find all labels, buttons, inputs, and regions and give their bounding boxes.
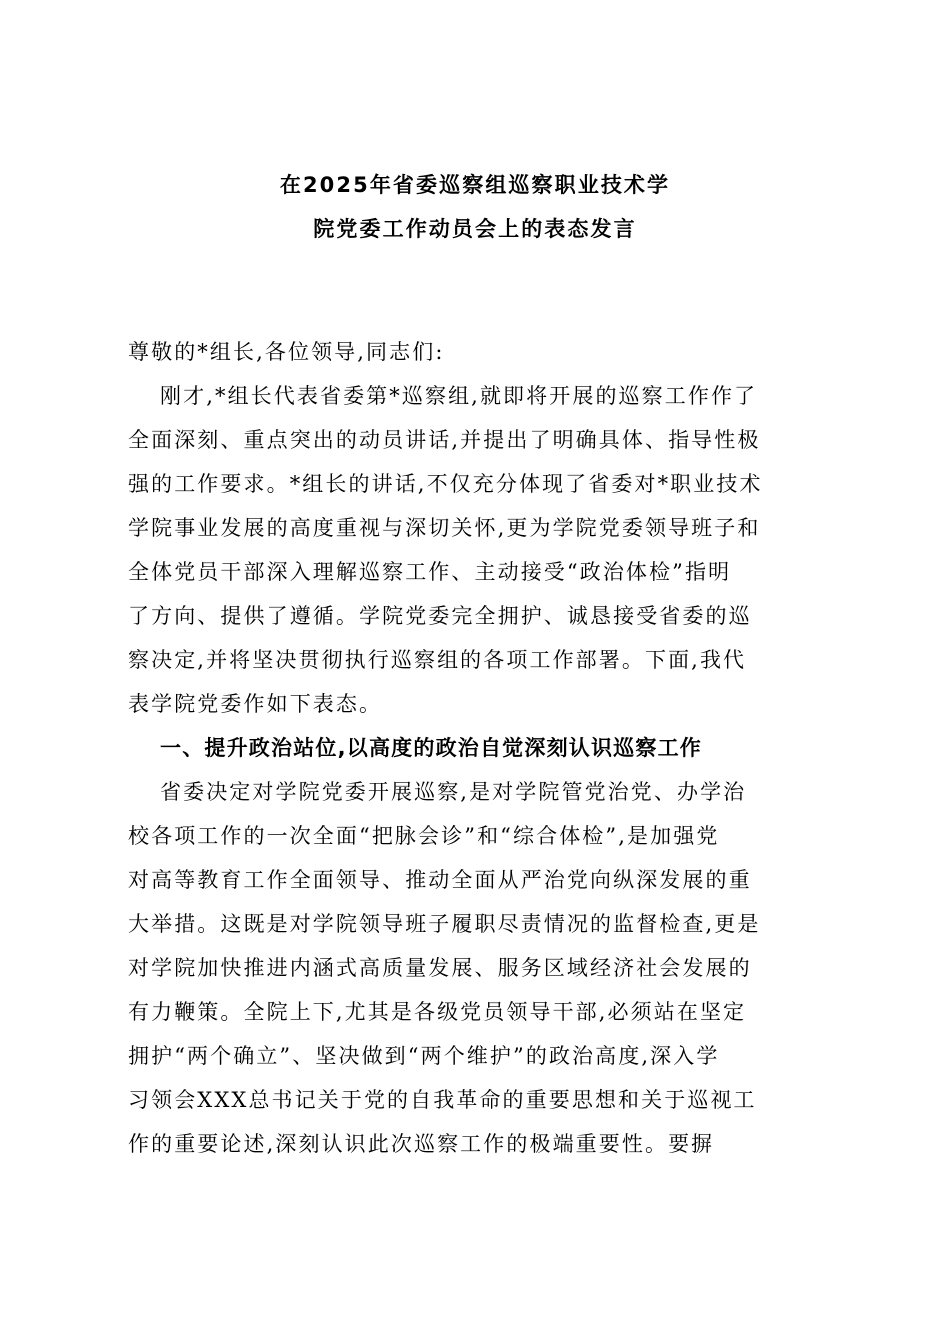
paragraph-line: 对学院加快推进内涵式高质量发展、服务区域经济社会发展的 — [128, 956, 752, 980]
paragraph-line: 全体党员干部深入理解巡察工作、主动接受“政治体检”指明 — [128, 560, 732, 584]
paragraph-line: 刚才,*组长代表省委第*巡察组,就即将开展的巡察工作作了 — [160, 384, 758, 408]
paragraph-2 — [128, 770, 830, 1166]
salutation: 尊敬的*组长,各位领导,同志们: — [128, 340, 445, 364]
section-heading-1: 一、提升政治站位,以高度的政治自觉深刻认识巡察工作 — [160, 736, 702, 760]
paragraph-line: 了方向、提供了遵循。学院党委完全拥护、诚恳接受省委的巡 — [128, 604, 752, 628]
paragraph-line: 学院事业发展的高度重视与深切关怀,更为学院党委领导班子和 — [128, 516, 761, 540]
paragraph-line: 表学院党委作如下表态。 — [128, 692, 383, 716]
title-line-1: 在2025年省委巡察组巡察职业技术学 — [279, 173, 671, 197]
title-line-2: 院党委工作动员会上的表态发言 — [313, 217, 637, 241]
paragraph-line: 拥护“两个确立”、坚决做到“两个维护”的政治高度,深入学 — [128, 1044, 720, 1068]
paragraph-line: 强的工作要求。*组长的讲话,不仅充分体现了省委对*职业技术 — [128, 472, 763, 496]
document-body — [128, 330, 830, 1166]
document-title — [120, 163, 830, 251]
paragraph-line: 察决定,并将坚决贯彻执行巡察组的各项工作部署。下面,我代 — [128, 648, 747, 672]
paragraph-line: 有力鞭策。全院上下,尤其是各级党员领导干部,必须站在坚定 — [128, 1000, 747, 1024]
paragraph-line: 作的重要论述,深刻认识此次巡察工作的极端重要性。要摒 — [128, 1132, 715, 1156]
paragraph-line: 省委决定对学院党委开展巡察,是对学院管党治党、办学治 — [160, 780, 747, 804]
paragraph-line: 校各项工作的一次全面“把脉会诊”和“综合体检”,是加强党 — [128, 824, 720, 848]
paragraph-line: 大举措。这既是对学院领导班子履职尽责情况的监督检查,更是 — [128, 912, 761, 936]
paragraph-line: 对高等教育工作全面领导、推动全面从严治党向纵深发展的重 — [128, 868, 752, 892]
paragraph-line: 全面深刻、重点突出的动员讲话,并提出了明确具体、指导性极 — [128, 428, 761, 452]
paragraph-line: 习领会XXX总书记关于党的自我革命的重要思想和关于巡视工 — [128, 1088, 757, 1112]
paragraph-1 — [128, 374, 830, 726]
